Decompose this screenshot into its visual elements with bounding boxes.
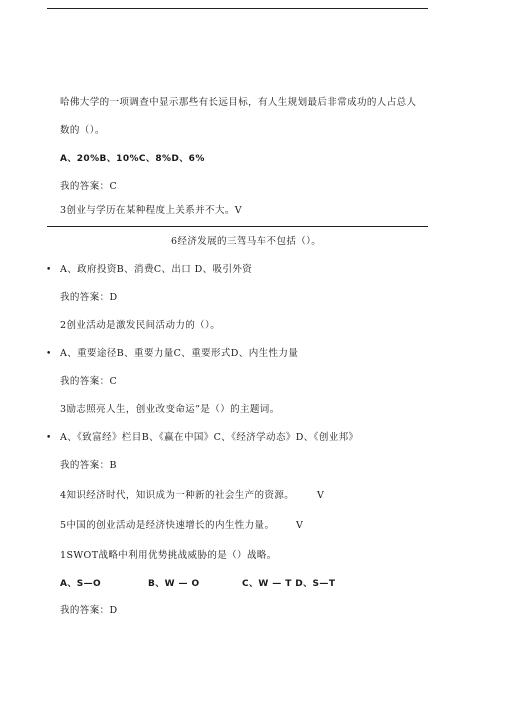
question-6-mark: V — [317, 490, 325, 501]
question-4-options: A、重要途径B、重要力量C、重要形式D、内生性力量 — [60, 348, 299, 359]
question-8-option-cd: C、W — T D、S—T — [242, 579, 336, 589]
bullet-marker: • — [46, 265, 52, 275]
question-8-answer: 我的答案：D — [60, 605, 118, 616]
top-rule — [47, 8, 428, 9]
question-5-options: A、《致富经》栏目B、《赢在中国》C、《经济学动态》D、《创业邦》 — [60, 432, 359, 443]
bullet-marker: • — [46, 433, 52, 443]
question-2: 3创业与学历在某种程度上关系并不大。V — [60, 205, 243, 216]
question-5: 3励志照亮人生，创业改变命运”是（）的主题词。 — [60, 404, 280, 415]
question-1-options: A、20%B、10%C、8%D、6% — [60, 154, 205, 164]
question-1-line-1: 哈佛大学的一项调查中显示那些有长远目标，有人生规划最后非常成功的人占总人 — [60, 97, 417, 108]
question-6: 4知识经济时代，知识成为一种新的社会生产的资源。 — [60, 490, 295, 501]
question-1-answer: 我的答案：C — [60, 181, 118, 192]
question-8-option-a: A、S—O — [60, 579, 102, 589]
question-7: 5中国的创业活动是经济快速增长的内生性力量。 — [60, 520, 275, 531]
question-3-answer: 我的答案：D — [60, 292, 118, 303]
question-8-option-b: B、W — O — [148, 579, 200, 589]
question-4-answer: 我的答案：C — [60, 376, 118, 387]
question-1-line-2: 数的（）。 — [60, 125, 105, 136]
section-rule — [47, 226, 428, 227]
question-3: 6经济发展的三驾马车不包括（）。 — [171, 236, 322, 247]
question-8: 1SWOT战略中利用优势挑战威胁的是（）战略。 — [60, 550, 277, 561]
question-7-mark: V — [296, 520, 304, 531]
question-3-options: A、政府投资B、消费C、出口 D、吸引外资 — [60, 264, 253, 275]
question-5-answer: 我的答案：B — [60, 460, 117, 471]
bullet-marker: • — [46, 349, 52, 359]
question-4: 2创业活动是激发民间活动力的（）。 — [60, 320, 221, 331]
